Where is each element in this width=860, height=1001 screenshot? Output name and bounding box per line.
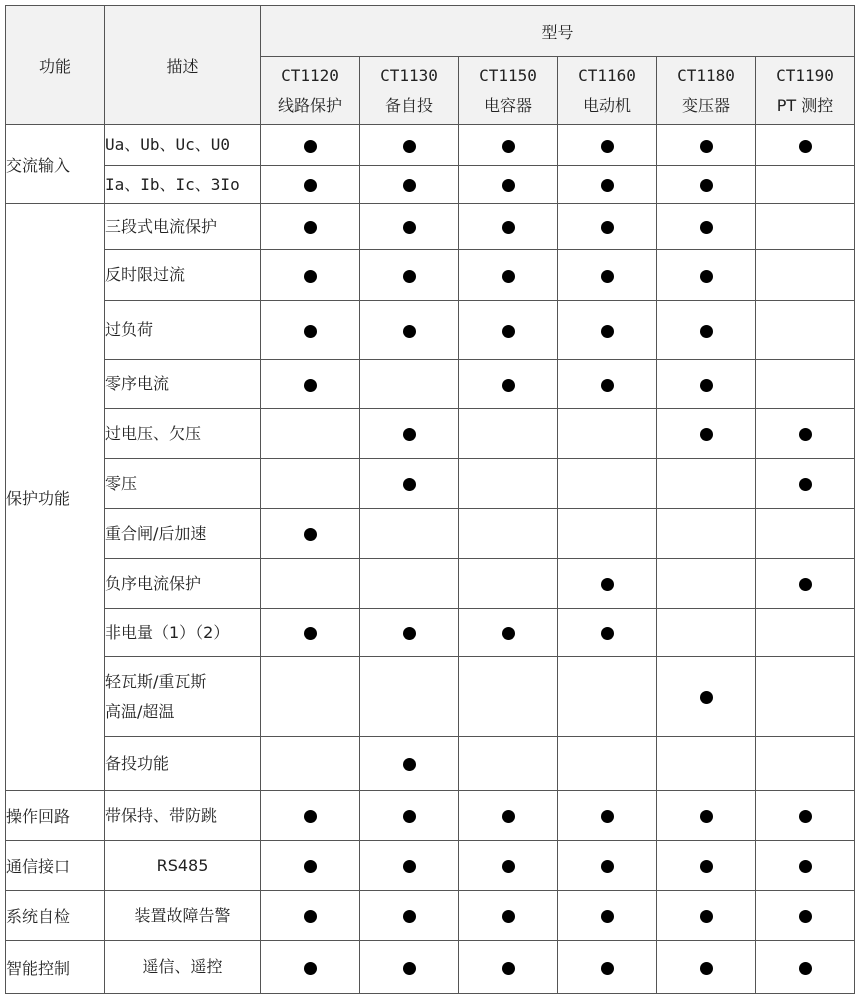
support-cell-ct1150 [459, 559, 558, 609]
table-row [6, 301, 855, 360]
support-cell-ct1150 [459, 301, 558, 360]
filled-circle-icon [799, 962, 812, 975]
support-cell-ct1150 [459, 125, 558, 166]
filled-circle-icon [700, 325, 713, 338]
filled-circle-icon [799, 910, 812, 923]
description-text: RS485 [156, 855, 209, 875]
filled-circle-icon [700, 428, 713, 441]
filled-circle-icon [403, 270, 416, 283]
model-group-header: 型号 [261, 6, 855, 57]
table-row [6, 657, 855, 737]
filled-circle-icon [799, 140, 812, 153]
table-row [6, 204, 855, 250]
support-cell-ct1180 [657, 409, 756, 459]
filled-circle-icon [601, 910, 614, 923]
filled-circle-icon [601, 379, 614, 392]
filled-circle-icon [601, 270, 614, 283]
description-text: 反时限过流 [105, 265, 186, 284]
description-cell [105, 360, 261, 409]
description-text: 负序电流保护 [105, 573, 202, 593]
support-cell-ct1190 [756, 301, 855, 360]
support-cell-ct1130 [360, 301, 459, 360]
support-cell-ct1120 [261, 791, 360, 841]
support-cell-ct1150 [459, 459, 558, 509]
support-cell-ct1150 [459, 509, 558, 559]
filled-circle-icon [700, 691, 713, 704]
table-row [6, 360, 855, 409]
model-name: 电动机 [582, 95, 631, 115]
support-cell-ct1120 [261, 204, 360, 250]
description-text: 轻瓦斯/重瓦斯 [105, 671, 207, 691]
description-text: 装置故障告警 [134, 905, 231, 925]
filled-circle-icon [700, 860, 713, 873]
model-code: CT1160 [578, 65, 636, 85]
filled-circle-icon [304, 528, 317, 541]
filled-circle-icon [304, 221, 317, 234]
filled-circle-icon [502, 627, 515, 640]
description-text: 零压 [105, 473, 138, 493]
model-header-ct1130 [360, 57, 459, 125]
support-cell-ct1120 [261, 841, 360, 891]
filled-circle-icon [502, 860, 515, 873]
filled-circle-icon [601, 179, 614, 192]
description-cell [105, 125, 261, 166]
support-cell-ct1160 [558, 250, 657, 301]
description-cell [105, 891, 261, 941]
support-cell-ct1120 [261, 657, 360, 737]
category-cell: 交流输入 [6, 125, 105, 204]
description-text: 带保持、带防跳 [105, 805, 218, 825]
description-cell [105, 204, 261, 250]
filled-circle-icon [700, 140, 713, 153]
filled-circle-icon [304, 962, 317, 975]
description-cell [105, 301, 261, 360]
support-cell-ct1130 [360, 360, 459, 409]
description-text: 高温/超温 [105, 701, 175, 721]
support-cell-ct1130 [360, 166, 459, 204]
description-text: 过电压、欠压 [105, 423, 202, 443]
support-cell-ct1150 [459, 250, 558, 301]
filled-circle-icon [403, 860, 416, 873]
support-cell-ct1130 [360, 204, 459, 250]
filled-circle-icon [403, 810, 416, 823]
support-cell-ct1130 [360, 737, 459, 791]
support-cell-ct1130 [360, 841, 459, 891]
table-row [6, 609, 855, 657]
description-cell [105, 609, 261, 657]
support-cell-ct1150 [459, 891, 558, 941]
support-cell-ct1160 [558, 125, 657, 166]
filled-circle-icon [799, 860, 812, 873]
support-cell-ct1130 [360, 791, 459, 841]
model-code: CT1190 [776, 65, 834, 85]
filled-circle-icon [601, 325, 614, 338]
category-cell: 操作回路 [6, 791, 105, 841]
table-row [6, 737, 855, 791]
support-cell-ct1150 [459, 204, 558, 250]
support-cell-ct1150 [459, 841, 558, 891]
model-code: CT1180 [677, 65, 735, 85]
description-text: 备投功能 [105, 753, 170, 773]
filled-circle-icon [502, 810, 515, 823]
filled-circle-icon [601, 221, 614, 234]
support-cell-ct1190 [756, 941, 855, 994]
filled-circle-icon [403, 325, 416, 338]
category-cell: 保护功能 [6, 204, 105, 791]
description-cell [105, 841, 261, 891]
filled-circle-icon [799, 578, 812, 591]
support-cell-ct1130 [360, 409, 459, 459]
filled-circle-icon [304, 379, 317, 392]
filled-circle-icon [502, 325, 515, 338]
support-cell-ct1180 [657, 559, 756, 609]
model-name: 线路保护 [277, 95, 342, 115]
filled-circle-icon [403, 478, 416, 491]
filled-circle-icon [304, 910, 317, 923]
category-cell: 通信接口 [6, 841, 105, 891]
support-cell-ct1130 [360, 657, 459, 737]
support-cell-ct1180 [657, 250, 756, 301]
model-header-ct1150 [459, 57, 558, 125]
category-cell: 系统自检 [6, 891, 105, 941]
model-code: CT1120 [281, 65, 339, 85]
support-cell-ct1130 [360, 559, 459, 609]
model-header-ct1180 [657, 57, 756, 125]
description-text: 遥信、遥控 [142, 957, 223, 976]
filled-circle-icon [502, 221, 515, 234]
support-cell-ct1180 [657, 841, 756, 891]
support-cell-ct1160 [558, 509, 657, 559]
support-cell-ct1130 [360, 459, 459, 509]
support-cell-ct1120 [261, 125, 360, 166]
description-text: 非电量（1）（2） [105, 622, 230, 642]
filled-circle-icon [799, 478, 812, 491]
model-name: 变压器 [681, 95, 730, 115]
support-cell-ct1150 [459, 609, 558, 657]
support-cell-ct1160 [558, 301, 657, 360]
filled-circle-icon [799, 428, 812, 441]
category-cell: 智能控制 [6, 941, 105, 994]
description-column-header: 描述 [105, 6, 261, 125]
support-cell-ct1150 [459, 737, 558, 791]
support-cell-ct1180 [657, 609, 756, 657]
description-cell [105, 559, 261, 609]
support-cell-ct1160 [558, 609, 657, 657]
description-cell [105, 941, 261, 994]
filled-circle-icon [502, 140, 515, 153]
filled-circle-icon [304, 810, 317, 823]
description-text: Ua、Ub、Uc、U0 [105, 135, 231, 154]
support-cell-ct1190 [756, 125, 855, 166]
support-cell-ct1160 [558, 204, 657, 250]
support-cell-ct1130 [360, 609, 459, 657]
model-code: CT1130 [380, 65, 438, 85]
description-cell [105, 657, 261, 737]
model-header-ct1190 [756, 57, 855, 125]
filled-circle-icon [502, 962, 515, 975]
support-cell-ct1150 [459, 941, 558, 994]
support-cell-ct1190 [756, 204, 855, 250]
support-cell-ct1190 [756, 609, 855, 657]
support-cell-ct1190 [756, 791, 855, 841]
support-cell-ct1180 [657, 459, 756, 509]
model-header-ct1120 [261, 57, 360, 125]
support-cell-ct1160 [558, 166, 657, 204]
support-cell-ct1180 [657, 301, 756, 360]
support-cell-ct1130 [360, 941, 459, 994]
description-cell [105, 791, 261, 841]
support-cell-ct1160 [558, 559, 657, 609]
support-cell-ct1190 [756, 509, 855, 559]
filled-circle-icon [700, 379, 713, 392]
description-text: 三段式电流保护 [105, 216, 218, 236]
filled-circle-icon [601, 962, 614, 975]
model-code: CT1150 [479, 65, 537, 85]
support-cell-ct1190 [756, 250, 855, 301]
support-cell-ct1120 [261, 301, 360, 360]
description-cell [105, 737, 261, 791]
filled-circle-icon [304, 860, 317, 873]
support-cell-ct1120 [261, 250, 360, 301]
model-name: 电容器 [483, 95, 532, 115]
support-cell-ct1180 [657, 941, 756, 994]
support-cell-ct1120 [261, 559, 360, 609]
filled-circle-icon [502, 270, 515, 283]
filled-circle-icon [700, 962, 713, 975]
description-text: 零序电流 [105, 374, 170, 393]
support-cell-ct1130 [360, 125, 459, 166]
support-cell-ct1150 [459, 791, 558, 841]
support-cell-ct1150 [459, 166, 558, 204]
filled-circle-icon [304, 325, 317, 338]
filled-circle-icon [403, 428, 416, 441]
filled-circle-icon [502, 179, 515, 192]
support-cell-ct1120 [261, 737, 360, 791]
filled-circle-icon [601, 860, 614, 873]
support-cell-ct1120 [261, 509, 360, 559]
filled-circle-icon [403, 179, 416, 192]
model-header-ct1160 [558, 57, 657, 125]
table-row [6, 125, 855, 166]
table-row [6, 791, 855, 841]
filled-circle-icon [700, 910, 713, 923]
support-cell-ct1190 [756, 166, 855, 204]
filled-circle-icon [304, 179, 317, 192]
description-text: 过负荷 [105, 320, 154, 339]
table-row [6, 841, 855, 891]
support-cell-ct1180 [657, 125, 756, 166]
filled-circle-icon [700, 221, 713, 234]
support-cell-ct1180 [657, 791, 756, 841]
support-cell-ct1120 [261, 360, 360, 409]
filled-circle-icon [601, 810, 614, 823]
table-row [6, 509, 855, 559]
feature-matrix-table [5, 5, 855, 994]
filled-circle-icon [403, 910, 416, 923]
support-cell-ct1150 [459, 360, 558, 409]
filled-circle-icon [601, 627, 614, 640]
filled-circle-icon [403, 221, 416, 234]
support-cell-ct1160 [558, 737, 657, 791]
support-cell-ct1150 [459, 657, 558, 737]
filled-circle-icon [304, 270, 317, 283]
support-cell-ct1150 [459, 409, 558, 459]
support-cell-ct1190 [756, 841, 855, 891]
support-cell-ct1160 [558, 459, 657, 509]
support-cell-ct1190 [756, 737, 855, 791]
filled-circle-icon [799, 810, 812, 823]
filled-circle-icon [502, 910, 515, 923]
description-text: 重合闸/后加速 [105, 523, 207, 543]
support-cell-ct1120 [261, 941, 360, 994]
description-cell [105, 509, 261, 559]
support-cell-ct1160 [558, 409, 657, 459]
filled-circle-icon [403, 627, 416, 640]
filled-circle-icon [601, 578, 614, 591]
filled-circle-icon [502, 379, 515, 392]
support-cell-ct1130 [360, 509, 459, 559]
support-cell-ct1160 [558, 360, 657, 409]
support-cell-ct1130 [360, 891, 459, 941]
support-cell-ct1180 [657, 891, 756, 941]
model-name: 备自投 [384, 95, 433, 115]
support-cell-ct1190 [756, 409, 855, 459]
support-cell-ct1190 [756, 891, 855, 941]
filled-circle-icon [304, 627, 317, 640]
support-cell-ct1190 [756, 559, 855, 609]
model-name: PT 测控 [776, 95, 834, 115]
support-cell-ct1180 [657, 204, 756, 250]
support-cell-ct1120 [261, 459, 360, 509]
description-cell [105, 409, 261, 459]
filled-circle-icon [403, 962, 416, 975]
support-cell-ct1160 [558, 841, 657, 891]
filled-circle-icon [700, 179, 713, 192]
description-text: Ia、Ib、Ic、3Io [105, 174, 240, 194]
function-column-header: 功能 [6, 6, 105, 125]
support-cell-ct1120 [261, 609, 360, 657]
support-cell-ct1160 [558, 941, 657, 994]
filled-circle-icon [304, 140, 317, 153]
table-row [6, 250, 855, 301]
table-row [6, 166, 855, 204]
support-cell-ct1130 [360, 250, 459, 301]
filled-circle-icon [403, 758, 416, 771]
table-row [6, 941, 855, 994]
support-cell-ct1180 [657, 657, 756, 737]
support-cell-ct1120 [261, 409, 360, 459]
filled-circle-icon [700, 270, 713, 283]
support-cell-ct1160 [558, 791, 657, 841]
support-cell-ct1190 [756, 459, 855, 509]
support-cell-ct1120 [261, 166, 360, 204]
table-row [6, 409, 855, 459]
table-row [6, 459, 855, 509]
support-cell-ct1190 [756, 657, 855, 737]
description-cell [105, 250, 261, 301]
support-cell-ct1180 [657, 509, 756, 559]
support-cell-ct1180 [657, 166, 756, 204]
table-row [6, 559, 855, 609]
support-cell-ct1180 [657, 360, 756, 409]
support-cell-ct1190 [756, 360, 855, 409]
support-cell-ct1180 [657, 737, 756, 791]
filled-circle-icon [601, 140, 614, 153]
support-cell-ct1160 [558, 657, 657, 737]
description-cell [105, 166, 261, 204]
support-cell-ct1120 [261, 891, 360, 941]
filled-circle-icon [700, 810, 713, 823]
support-cell-ct1160 [558, 891, 657, 941]
filled-circle-icon [403, 140, 416, 153]
table-row [6, 891, 855, 941]
description-cell [105, 459, 261, 509]
